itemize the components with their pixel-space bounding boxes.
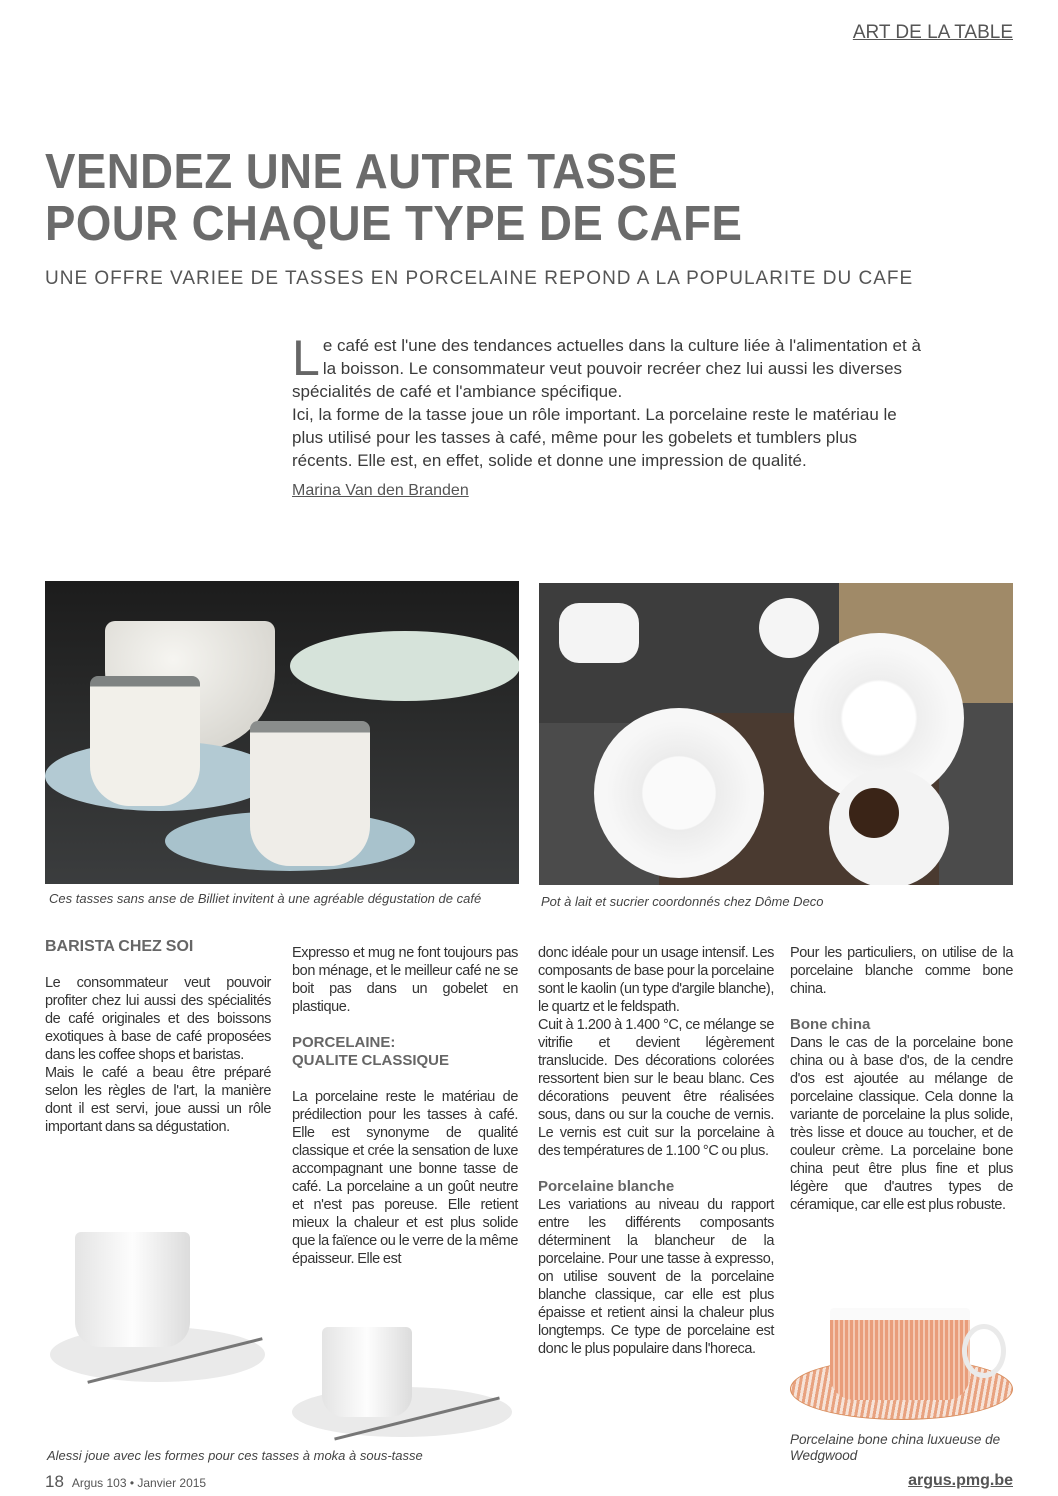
title-line-2: POUR CHAQUE TYPE DE CAFE	[45, 197, 743, 251]
paragraph: Pour les particuliers, on utilise de la porcelaine blanche comme bone china.	[790, 945, 1013, 997]
title-line-1: VENDEZ UNE AUTRE TASSE	[45, 145, 679, 199]
paragraph: Les variations au niveau du rapport entre les différents composants déterminent la blancheur de la porcelaine. Pour une tasse à expresso, on utilise souvent de la porcelaine blanche classique, car elle est plus épaisse et retient ainsi la chaleur plus longtemps. Ce type de porcelaine est donc le plus populaire dans l'horeca.	[538, 1197, 774, 1357]
author-byline: Marina Van den Branden	[292, 482, 469, 499]
article-title	[45, 146, 742, 250]
intro-paragraph	[292, 330, 922, 472]
column-4	[790, 944, 1013, 1464]
intro-text-2: Ici, la forme de la tasse joue un rôle important. La porcelaine reste le matériau le plus utilisé pour les tasses à café, même pour les gobelets et tumblers plus récents. Elle est, en effet, solide et donne une impression de qualité.	[292, 405, 897, 470]
website-link[interactable]: argus.pmg.be	[908, 1472, 1013, 1489]
paragraph: Dans le cas de la porcelaine bone china ou à base d'os, de la cendre d'os est ajoutée au mélange de porcelaine classique. Cela donne la variante de porcelaine la plus solide, très lisse et douce au toucher, et de couleur crème. La porcelaine bone china peut être plus fine et plus légère que d'autres types de céramique, car elle est plus robuste.	[790, 1035, 1013, 1213]
heading-porcelaine-blanche: Porcelaine blanche	[538, 1178, 675, 1195]
paragraph: Cuit à 1.200 à 1.400 °C, ce mélange se vitrifie et devient légèrement translucide. Des décorations colorées ressortent bien sur le beau blanc. Ces décorations peuvent être réalisées sous, dans ou sur la couche de vernis. Le vernis est cuit sur la porcelaine à des températures de 1.100 °C ou plus.	[538, 1017, 774, 1159]
paragraph: Mais le café a beau être préparé selon les règles de l'art, la manière dont il est servi, joue aussi un rôle important dans sa dégustation.	[45, 1065, 271, 1135]
section-label: ART DE LA TABLE	[852, 22, 1013, 43]
heading-barista-chez-soi: BARISTA CHEZ SOI	[45, 938, 194, 955]
photo-alessi-cup-2	[292, 1276, 518, 1442]
heading-porcelaine-qualite: PORCELAINE: QUALITE CLASSIQUE	[292, 1034, 450, 1069]
heading-bone-china: Bone china	[790, 1016, 871, 1033]
photo-wedgwood-cup	[790, 1222, 1013, 1428]
paragraph: Expresso et mug ne font toujours pas bon ménage, et le meilleur café ne se boit pas dans un gobelet en plastique.	[292, 945, 518, 1015]
footer-left	[45, 1472, 206, 1492]
paragraph: donc idéale pour un usage intensif. Les composants de base pour la porcelaine sont le kaolin (un type d'argile blanche), le quartz et le feldspath.	[538, 945, 774, 1015]
photo-billiet-cups	[45, 581, 519, 884]
paragraph: Le consommateur veut pouvoir profiter chez lui aussi des spécialités de café originales et des boissons exotiques à base de café proposées dans les coffee shops et baristas.	[45, 975, 271, 1063]
column-2	[292, 944, 518, 1442]
issue-info: Argus 103 • Janvier 2015	[71, 1476, 207, 1490]
caption-photo-4: Porcelaine bone china luxueuse de Wedgwood	[790, 1432, 1001, 1463]
caption-photo-2: Pot à lait et sucrier coordonnés chez Dôme Deco	[541, 894, 824, 909]
photo-alessi-cup-1	[45, 1144, 271, 1442]
intro-block	[292, 330, 922, 500]
column-3	[538, 944, 774, 1358]
caption-photo-3: Alessi joue avec les formes pour ces tasses à moka à sous-tasse	[47, 1448, 423, 1463]
caption-photo-1: Ces tasses sans anse de Billiet invitent à une agréable dégustation de café	[49, 891, 482, 906]
page-number: 18	[45, 1472, 64, 1491]
paragraph: La porcelaine reste le matériau de prédilection pour les tasses à café. Elle est synonyme de qualité classique et crée la sensation de luxe accompagnant une bonne tasse de café. La porcelaine a un goût neutre et n'est pas poreuse. Elle retient mieux la chaleur et est plus solide que la faïence ou le verre de la même épaisseur. Elle est	[292, 1089, 518, 1267]
column-1	[45, 938, 271, 1442]
drop-cap: L	[292, 330, 320, 386]
photo-dome-deco-table	[539, 583, 1013, 885]
article-subtitle: UNE OFFRE VARIEE DE TASSES EN PORCELAINE REPOND A LA POPULARITE DU CAFE	[45, 268, 914, 289]
intro-text-1: e café est l'une des tendances actuelles dans la culture liée à l'alimentation et à la boisson. Le consommateur veut pouvoir recréer chez lui aussi les diverses spécialités de café et l'ambiance spécifique.	[292, 336, 921, 401]
